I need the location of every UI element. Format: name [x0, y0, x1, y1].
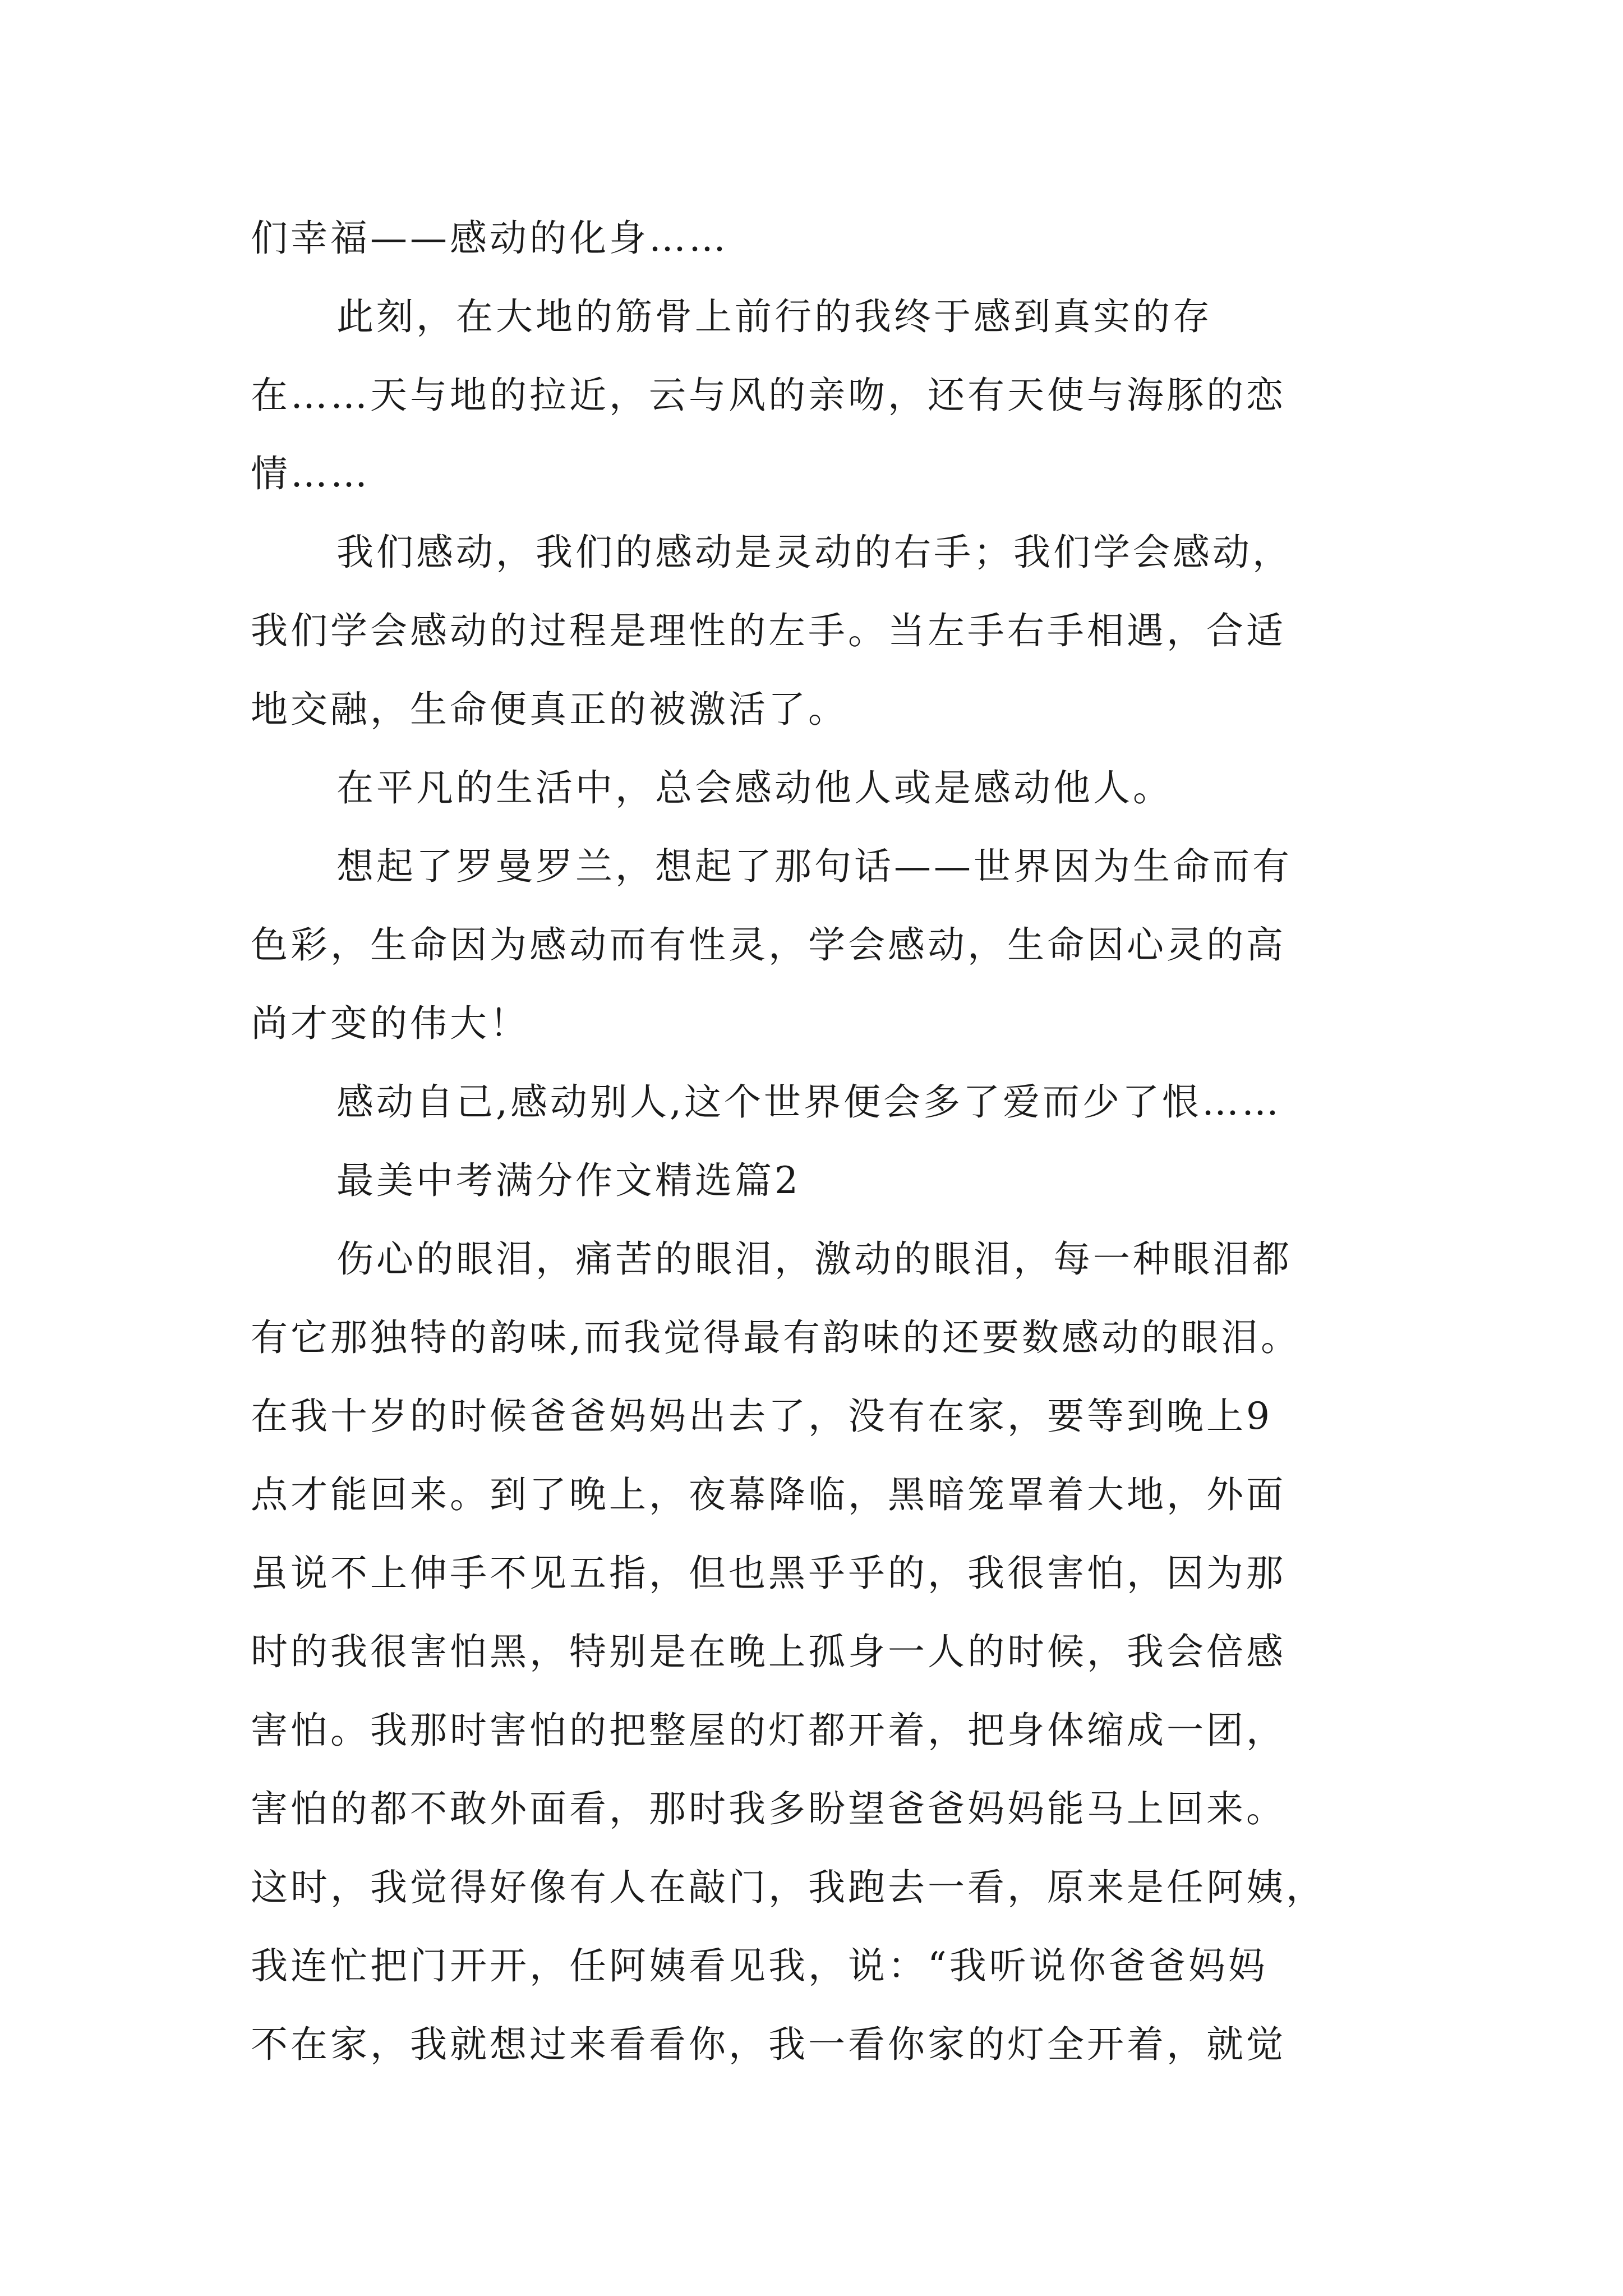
- text-line: 在……天与地的拉近，云与风的亲吻，还有天使与海豚的恋: [251, 374, 1286, 417]
- text-line: 情……: [251, 452, 370, 495]
- text-line: 我们学会感动的过程是理性的左手。当左手右手相遇，合适: [251, 609, 1286, 652]
- text-line: 尚才变的伟大！: [251, 1002, 529, 1045]
- text-line: 感动自己,感动别人,这个世界便会多了爱而少了恨……: [336, 1080, 1281, 1124]
- text-line: 在平凡的生活中，总会感动他人或是感动他人。: [336, 766, 1173, 809]
- text-line: 此刻，在大地的筋骨上前行的我终于感到真实的存: [336, 295, 1212, 338]
- text-line: 们幸福——感动的化身……: [251, 217, 728, 260]
- text-line: 我连忙把门开开，任阿姨看见我，说：“我听说你爸爸妈妈: [251, 1944, 1268, 1987]
- text-line: 害怕。我那时害怕的把整屋的灯都开着，把身体缩成一团，: [251, 1709, 1286, 1752]
- text-line: 点才能回来。到了晚上，夜幕降临，黑暗笼罩着大地，外面: [251, 1473, 1286, 1516]
- text-line: 伤心的眼泪，痛苦的眼泪，激动的眼泪，每一种眼泪都: [336, 1237, 1292, 1281]
- text-line: 害怕的都不敢外面看，那时我多盼望爸爸妈妈能马上回来。: [251, 1787, 1286, 1830]
- text-line: 这时，我觉得好像有人在敲门，我跑去一看，原来是任阿姨，: [251, 1866, 1326, 1909]
- text-line: 我们感动，我们的感动是灵动的右手；我们学会感动，: [336, 531, 1292, 574]
- text-line: 虽说不上伸手不见五指，但也黑乎乎的，我很害怕，因为那: [251, 1552, 1286, 1595]
- text-line: 想起了罗曼罗兰，想起了那句话——世界因为生命而有: [336, 845, 1292, 888]
- text-line: 地交融，生命便真正的被激活了。: [251, 688, 848, 731]
- text-line: 时的我很害怕黑，特别是在晚上孤身一人的时候，我会倍感: [251, 1630, 1286, 1673]
- text-line: 在我十岁的时候爸爸妈妈出去了，没有在家，要等到晚上9: [251, 1395, 1272, 1438]
- text-line: 色彩，生命因为感动而有性灵，学会感动，生命因心灵的高: [251, 923, 1286, 967]
- text-line: 不在家，我就想过来看看你，我一看你家的灯全开着，就觉: [251, 2023, 1286, 2066]
- text-line: 有它那独特的韵味,而我觉得最有韵味的还要数感动的眼泪。: [251, 1316, 1301, 1359]
- section-heading: 最美中考满分作文精选篇2: [336, 1159, 801, 1202]
